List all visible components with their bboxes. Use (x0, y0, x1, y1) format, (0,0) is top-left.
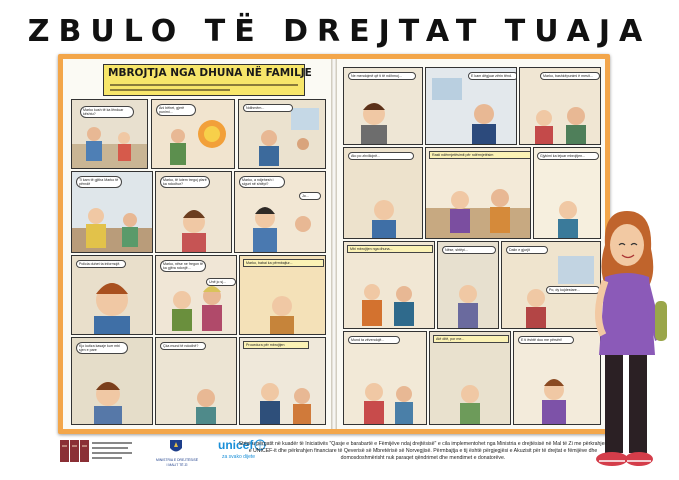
comic-panel (343, 67, 423, 145)
speech-bubble: Mund ta zëvendojë... (348, 336, 400, 344)
speech-bubble: Marko, bashkëpunimi ë mesit... (540, 72, 600, 80)
panel-illustration (430, 332, 510, 424)
speech-bubble: Çka mund të ndodhë? (160, 342, 206, 350)
speech-bubble: Marko kush të ka lënduar kështu? (80, 106, 134, 118)
speech-bubble: Po, dy kujdestare... (546, 286, 600, 294)
speech-bubble: Ato po zhvillojnë... (348, 152, 414, 160)
comic-panel (429, 331, 511, 425)
comic-title: MBROJTJA NGA DHUNA NË FAMILJE (108, 67, 312, 79)
speech-bubble: Kjo kutiza kasaje kurr mbi sjen e pare (76, 342, 128, 354)
comic-panel (155, 255, 237, 335)
comic-page-left (63, 59, 331, 429)
comic-panel (343, 147, 423, 239)
ministry-label: MINISTRIA E DREJTËSISË (155, 458, 198, 462)
ombudsman-text-line (92, 452, 132, 454)
comic-panel (155, 337, 237, 425)
speech-bubble: Marko, të lutem tregoj çfarë ka ndodhur? (160, 176, 210, 188)
credits-line (110, 89, 230, 91)
panel-illustration (240, 256, 325, 334)
ombudsman-logo (60, 440, 90, 462)
ombudsman-text-line (92, 442, 132, 444)
speech-bubble: Jo... (299, 192, 321, 200)
caption-box: Procedura për mbrojtjen (243, 341, 309, 349)
speech-bubble: E kam dëgjuar zërin tënd. (468, 72, 517, 80)
comic-panel (155, 171, 232, 253)
comic-panel (71, 255, 153, 335)
comic-panel (343, 331, 427, 425)
credits-line (110, 84, 298, 86)
comic-panel (71, 337, 153, 425)
comic-spread (58, 54, 610, 434)
unicef-logo-text: unicef (218, 438, 254, 452)
speech-bubble: Ani bëhet, gjerë punimi... (156, 104, 196, 116)
speech-bubble: Nëse, shtëpi... (442, 246, 496, 254)
comic-panel (425, 67, 517, 145)
speech-bubble: Unë jo sj... (206, 278, 236, 286)
comic-panel (234, 171, 326, 253)
ministry-sublabel: I MALIT TË ZI (166, 463, 188, 467)
comic-panel (71, 171, 153, 253)
speech-bubble: Ndihmëm... (243, 104, 293, 112)
comic-panel (343, 241, 435, 329)
speech-bubble: Dalin e gjurjit (506, 246, 548, 254)
speech-bubble: Policia duhet ta informojë. (76, 260, 126, 268)
comic-panel (151, 99, 235, 169)
caption-box: Rasti ndërmjetësimit për ndërmjetësim (429, 151, 531, 159)
caption-box: Atë ditë, por me... (433, 335, 509, 343)
panel-illustration (344, 332, 426, 424)
comic-panel (519, 67, 601, 145)
panel-illustration (344, 242, 434, 328)
speech-bubble: Ti kam të gjitha Marko të përndë (76, 176, 122, 188)
panel-illustration (240, 338, 325, 424)
ombudsman-text-line (92, 447, 128, 449)
speech-bubble: Gjykimi ka lejuar mbrojtjen... (537, 152, 599, 160)
panel-illustration (438, 242, 498, 328)
speech-bubble: E ti është duu me përsëri! (518, 336, 574, 344)
ministry-emblem-icon (168, 438, 184, 456)
girl-illustration (575, 205, 675, 475)
comic-title-box (103, 64, 312, 96)
speech-bubble: Marko, a ndjehesh i sigurt në shtëpi? (239, 176, 285, 188)
caption-box: Marko, babai ka përmbajtur... (243, 259, 324, 267)
panel-illustration (156, 338, 236, 424)
panel-illustration (344, 148, 422, 238)
caption-box: Mbi mbrojtjen nga dhuna... (347, 245, 433, 253)
panel-illustration (426, 148, 530, 238)
comic-panel (238, 99, 326, 169)
poster-title: ZBULO TË DREJTAT TUAJA (27, 14, 652, 49)
speech-bubble: Ne mendojmë që ti të ndihmoj... (348, 72, 416, 80)
ombudsman-text-line (92, 457, 122, 459)
comic-panel (71, 99, 148, 169)
footer-disclaimer: Stripi u përgatit në kuadër të Iniciativës "Qasje e barabartë e Fëmijëve ndaj drejtësisë" e cila implementohet nga Ministria e drejtësisë në Mal të Zi me përkrahjen e UNICEF-it dhe përkrahjen financiare të Qeverisë së Mbretërisë së Norvegjisë. Përmbajtja e tij është përgjegjësi e Akuzisit për të drejtat e fëmijëve dhe domosdoshmërisht nuk paraqet qëndrimet dhe mendimet e donatorëve. (238, 441, 608, 461)
comic-page-right (337, 59, 605, 429)
unicef-tagline: za svako dijete (222, 454, 256, 460)
comic-panel (239, 255, 326, 335)
comic-panel (239, 337, 326, 425)
comic-panel (437, 241, 499, 329)
comic-panel (425, 147, 531, 239)
speech-bubble: Marko, nëse ne fregon të ka gjëra ndonjë... (160, 260, 206, 272)
